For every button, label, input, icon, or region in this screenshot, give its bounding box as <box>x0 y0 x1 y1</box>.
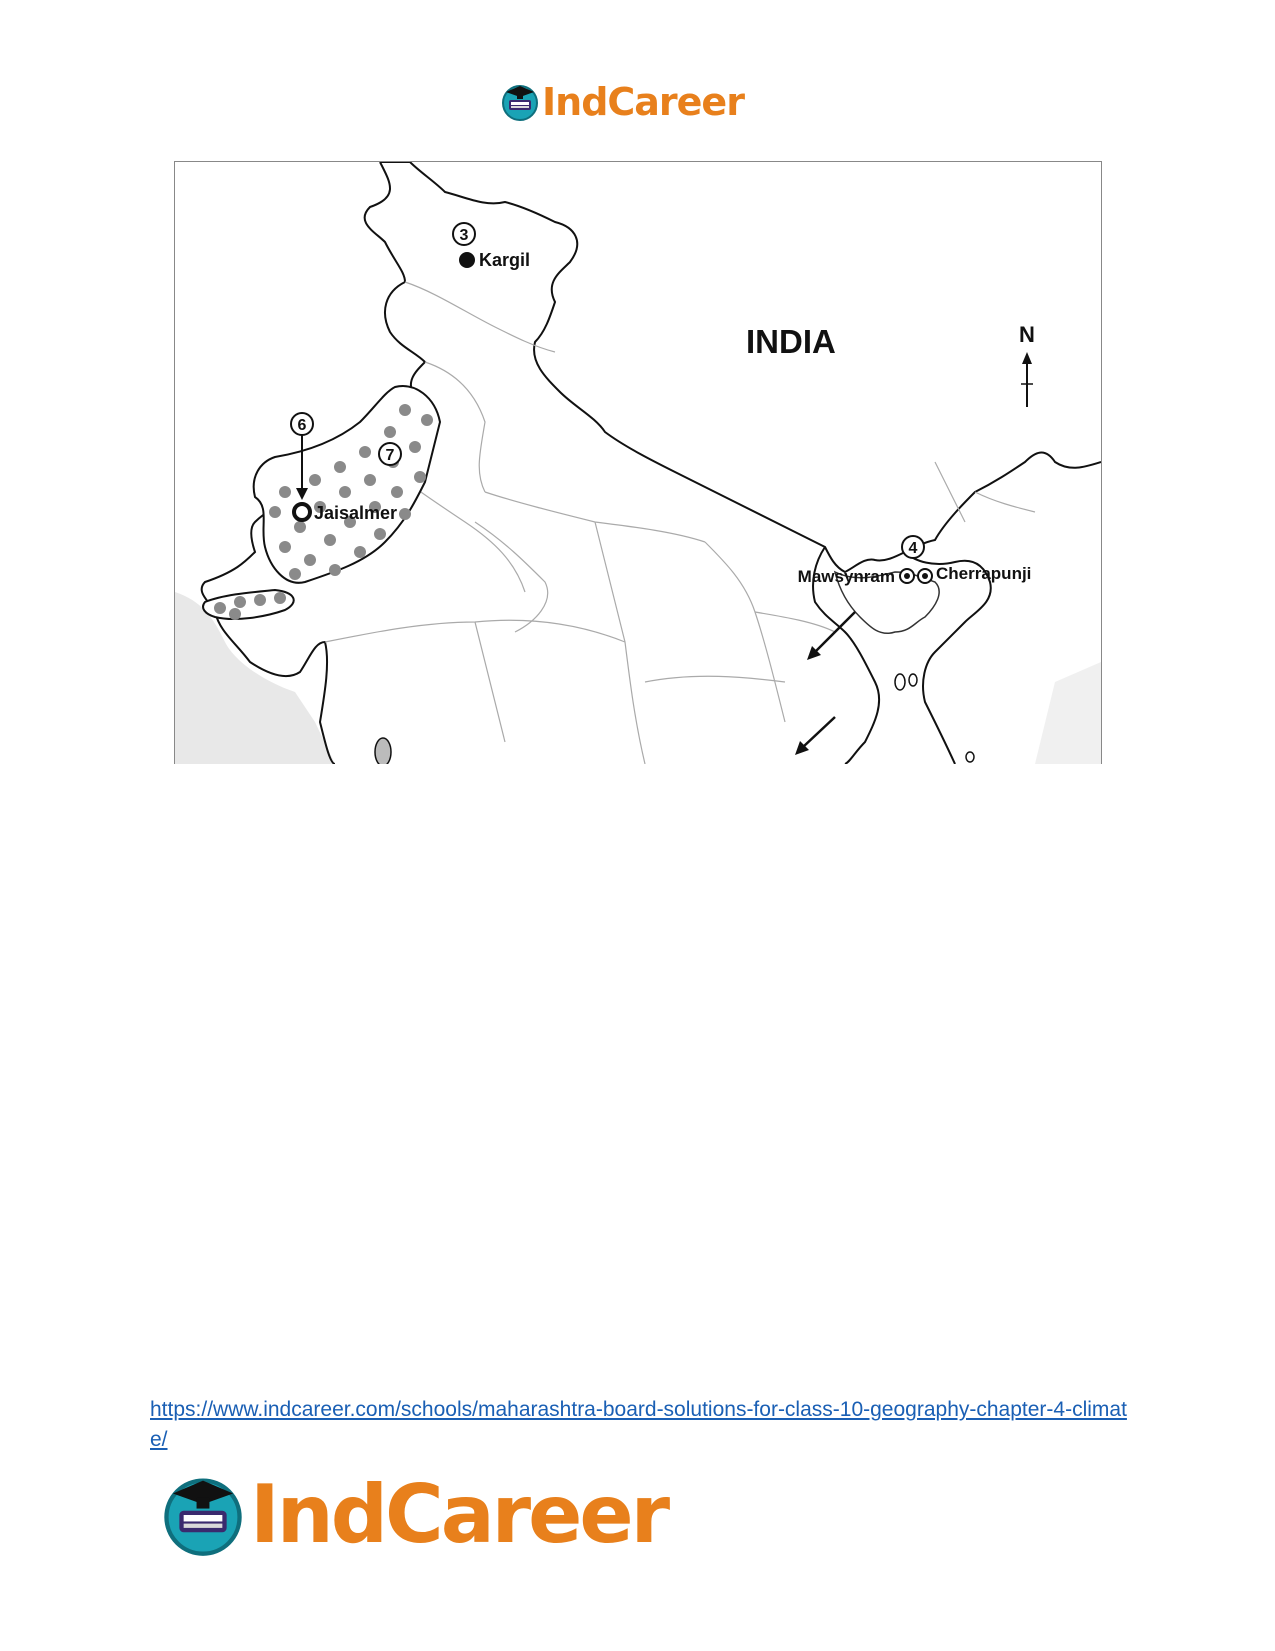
islands <box>375 674 974 764</box>
desert-region <box>254 386 440 583</box>
marker-7 <box>379 443 401 465</box>
marker-number: 3 <box>459 227 469 244</box>
graduation-book-icon <box>500 82 540 122</box>
logo-wordmark: IndCareer <box>250 1468 668 1561</box>
footer-logo <box>160 1468 667 1561</box>
graduation-book-icon <box>160 1472 246 1558</box>
place-label-jaisalmer: Jaisalmer <box>314 503 398 523</box>
sea-region-east <box>1035 662 1101 764</box>
place-label-cherrapunji: Cherrapunji <box>936 564 1032 583</box>
india-map <box>174 161 1102 764</box>
marker-number: 4 <box>908 540 918 557</box>
north-arrow-icon <box>1019 322 1035 407</box>
marker-number: 6 <box>297 417 307 434</box>
map-title: INDIA <box>746 323 836 360</box>
north-label: N <box>1019 322 1035 347</box>
marker-3 <box>453 223 530 270</box>
place-label-mawsynram: Mawsynram <box>797 567 895 586</box>
place-label-kargil: Kargil <box>479 250 531 270</box>
marker-number: 7 <box>385 447 395 464</box>
state-boundaries <box>325 282 1035 764</box>
header-logo <box>500 80 744 124</box>
source-link[interactable]: https://www.indcareer.com/schools/maharashtra-board-solutions-for-class-10-geography-chapter-4-climate/ <box>150 1398 1127 1451</box>
logo-wordmark: IndCareer <box>542 80 744 124</box>
